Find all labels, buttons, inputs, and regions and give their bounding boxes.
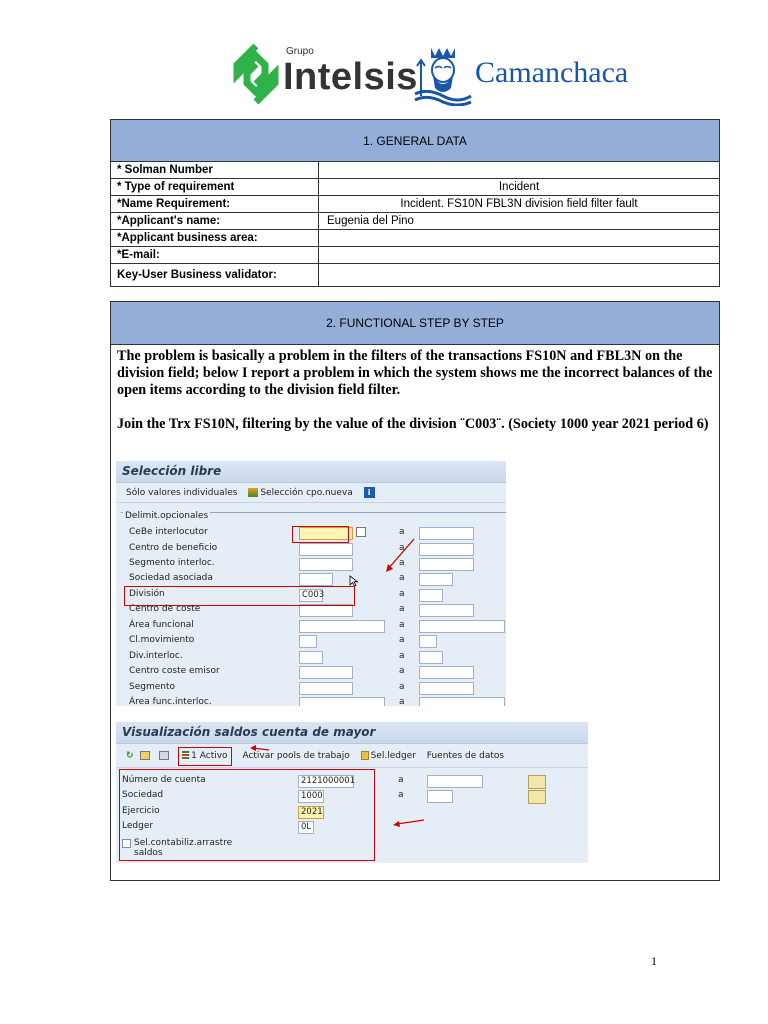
row-value — [319, 247, 719, 263]
field-label: Sociedad asociada — [129, 573, 213, 583]
intelsis-group-label: Grupo — [286, 46, 314, 57]
intelsis-logo — [231, 44, 421, 106]
sap-toolbar — [116, 483, 506, 503]
profit-center-input[interactable] — [299, 543, 353, 556]
sel-ledger-label: Sel.ledger — [370, 751, 416, 761]
sel-ledger-button[interactable] — [361, 744, 416, 768]
table-row — [111, 264, 719, 286]
cebe-focus-box — [292, 526, 349, 543]
row-label: * Type of requirement — [111, 179, 319, 195]
neptune-emblem-icon — [413, 44, 473, 106]
to-label: a — [399, 651, 405, 661]
field-label: Segmento interloc. — [129, 558, 215, 568]
page-number: 1 — [651, 954, 657, 968]
box-title: Delimit.opcionales — [125, 511, 209, 521]
to-label: a — [399, 604, 405, 614]
row-label: Key-User Business validator: — [111, 264, 319, 286]
sap-gl-balance-screenshot — [116, 722, 588, 863]
red-arrow-icon — [382, 536, 422, 576]
table-row — [111, 213, 719, 230]
general-data-header: 1. GENERAL DATA — [111, 120, 719, 162]
profit-center-to-input[interactable] — [419, 543, 474, 556]
row-value: Incident — [498, 181, 540, 193]
field-label: Ledger — [122, 821, 154, 831]
functional-area-to-input[interactable] — [419, 620, 505, 633]
sap-screen-title: Visualización saldos cuenta de mayor — [116, 722, 588, 744]
functional-area-input[interactable] — [299, 620, 385, 633]
intelsis-mark-icon — [231, 44, 281, 104]
segment-partner-input[interactable] — [299, 558, 353, 571]
activate-pools-button[interactable]: Activar pools de trabajo — [242, 751, 350, 761]
general-data-table — [110, 119, 720, 287]
red-arrow-icon — [391, 818, 425, 828]
division-highlight-box — [124, 586, 355, 606]
partner-company-to-input[interactable] — [419, 573, 453, 586]
sap-toolbar — [116, 744, 588, 768]
problem-paragraph: The problem is basically a problem in the filters of the transactions FS10N and FBL3N on the division field; below I report a problem in which the system shows me the incorrect balances of the open items according to the division field filter. — [117, 348, 713, 398]
row-label: * Solman Number — [111, 162, 319, 178]
to-label: a — [399, 573, 405, 583]
field-label: Sociedad — [122, 790, 164, 800]
ledger-input[interactable]: 0L — [298, 821, 314, 834]
table-row — [111, 230, 719, 247]
instruction-paragraph: Join the Trx FS10N, filtering by the value of the division ¨C003¨. (Society 1000 year 2021 period 6) — [117, 416, 709, 432]
search-help-icon[interactable] — [356, 527, 366, 537]
company-code-to-input[interactable] — [427, 790, 453, 803]
checkbox-label: Sel.contabiliz.arrastre saldos — [134, 838, 233, 858]
field-label: Segmento — [129, 682, 176, 692]
to-label: a — [399, 666, 405, 676]
multiple-selection-icon[interactable] — [528, 790, 546, 804]
to-label: a — [399, 682, 405, 692]
row-value — [319, 162, 719, 178]
field-label: Ejercicio — [122, 806, 160, 816]
to-label: a — [398, 790, 404, 800]
division-input[interactable]: C003 — [299, 589, 323, 602]
only-values-button[interactable]: Sólo valores individuales — [126, 488, 238, 498]
to-label: a — [399, 620, 405, 630]
save-variant-icon[interactable] — [159, 744, 171, 768]
cebe-to-input[interactable] — [419, 527, 474, 540]
segment-partner-to-input[interactable] — [419, 558, 474, 571]
account-number-to-input[interactable] — [427, 775, 483, 788]
row-value — [319, 264, 719, 286]
partner-division-input[interactable] — [299, 651, 323, 664]
partner-functional-area-input[interactable] — [299, 697, 385, 706]
row-label: *E-mail: — [111, 247, 319, 263]
new-selection-button[interactable] — [248, 483, 352, 503]
red-arrow-icon — [249, 744, 271, 754]
active-label: 1 Activo — [191, 751, 228, 761]
partner-company-input[interactable] — [299, 573, 333, 586]
sender-cost-center-input[interactable] — [299, 666, 353, 679]
sap-screen-title: Selección libre — [116, 461, 506, 483]
field-label: CeBe interlocutor — [129, 527, 208, 537]
account-number-input[interactable]: 2121000001 — [298, 775, 354, 788]
to-label: a — [399, 697, 405, 706]
table-row — [111, 247, 719, 264]
new-selection-label: Selección cpo.nueva — [260, 488, 353, 498]
division-to-input[interactable] — [419, 589, 443, 602]
row-label: *Name Requirement: — [111, 196, 319, 212]
to-label: a — [399, 543, 405, 553]
field-label: Centro de coste — [129, 604, 201, 614]
camanchaca-wordmark: Camanchaca — [475, 56, 629, 89]
row-label: *Applicant's name: — [111, 213, 319, 229]
field-label: Área func.interloc. — [129, 697, 212, 706]
table-row — [111, 196, 719, 213]
multiple-selection-icon[interactable] — [528, 775, 546, 789]
field-label: División — [129, 589, 165, 599]
partner-functional-area-to-input[interactable] — [419, 697, 505, 706]
field-label: Cl.movimiento — [129, 635, 195, 645]
parameters-highlight-box — [119, 769, 375, 861]
to-label: a — [399, 527, 405, 537]
company-code-input[interactable]: 1000 — [298, 790, 324, 803]
field-label: Área funcional — [129, 620, 194, 630]
segment-to-input[interactable] — [419, 682, 474, 695]
field-label: Div.interloc. — [129, 651, 183, 661]
segment-input[interactable] — [299, 682, 353, 695]
field-label: Centro coste emisor — [129, 666, 220, 676]
camanchaca-logo — [413, 44, 663, 106]
to-label: a — [398, 775, 404, 785]
data-sources-button[interactable]: Fuentes de datos — [426, 751, 505, 761]
cost-center-to-input[interactable] — [419, 604, 474, 617]
intelsis-wordmark: Intelsis — [283, 56, 418, 98]
variant-icon[interactable] — [140, 744, 152, 768]
to-label: a — [399, 635, 405, 645]
table-row — [111, 162, 719, 179]
row-value: Eugenia del Pino — [327, 215, 414, 227]
info-icon[interactable]: i — [364, 487, 375, 498]
execute-icon[interactable]: ↻ — [126, 751, 134, 761]
list-icon — [182, 751, 189, 760]
active-button[interactable] — [178, 747, 231, 766]
table-row — [111, 179, 719, 196]
sender-cost-center-to-input[interactable] — [419, 666, 474, 679]
row-label: *Applicant business area: — [111, 230, 319, 246]
to-label: a — [399, 589, 405, 599]
ledger-icon — [361, 751, 369, 760]
section-body — [111, 345, 719, 453]
partner-division-to-input[interactable] — [419, 651, 443, 664]
row-value — [319, 230, 719, 246]
field-label: Número de cuenta — [122, 775, 206, 785]
field-label: Centro de beneficio — [129, 543, 218, 553]
to-label: a — [399, 558, 405, 568]
functional-steps-header: 2. FUNCTIONAL STEP BY STEP — [111, 302, 719, 345]
sap-free-selection-screenshot — [116, 461, 506, 706]
row-value: Incident. FS10N FBL3N division field filter fault — [400, 198, 638, 210]
movement-class-input[interactable] — [299, 635, 317, 648]
hierarchy-icon — [248, 488, 258, 497]
movement-class-to-input[interactable] — [419, 635, 437, 648]
fiscal-year-input[interactable]: 2021 — [298, 806, 324, 819]
